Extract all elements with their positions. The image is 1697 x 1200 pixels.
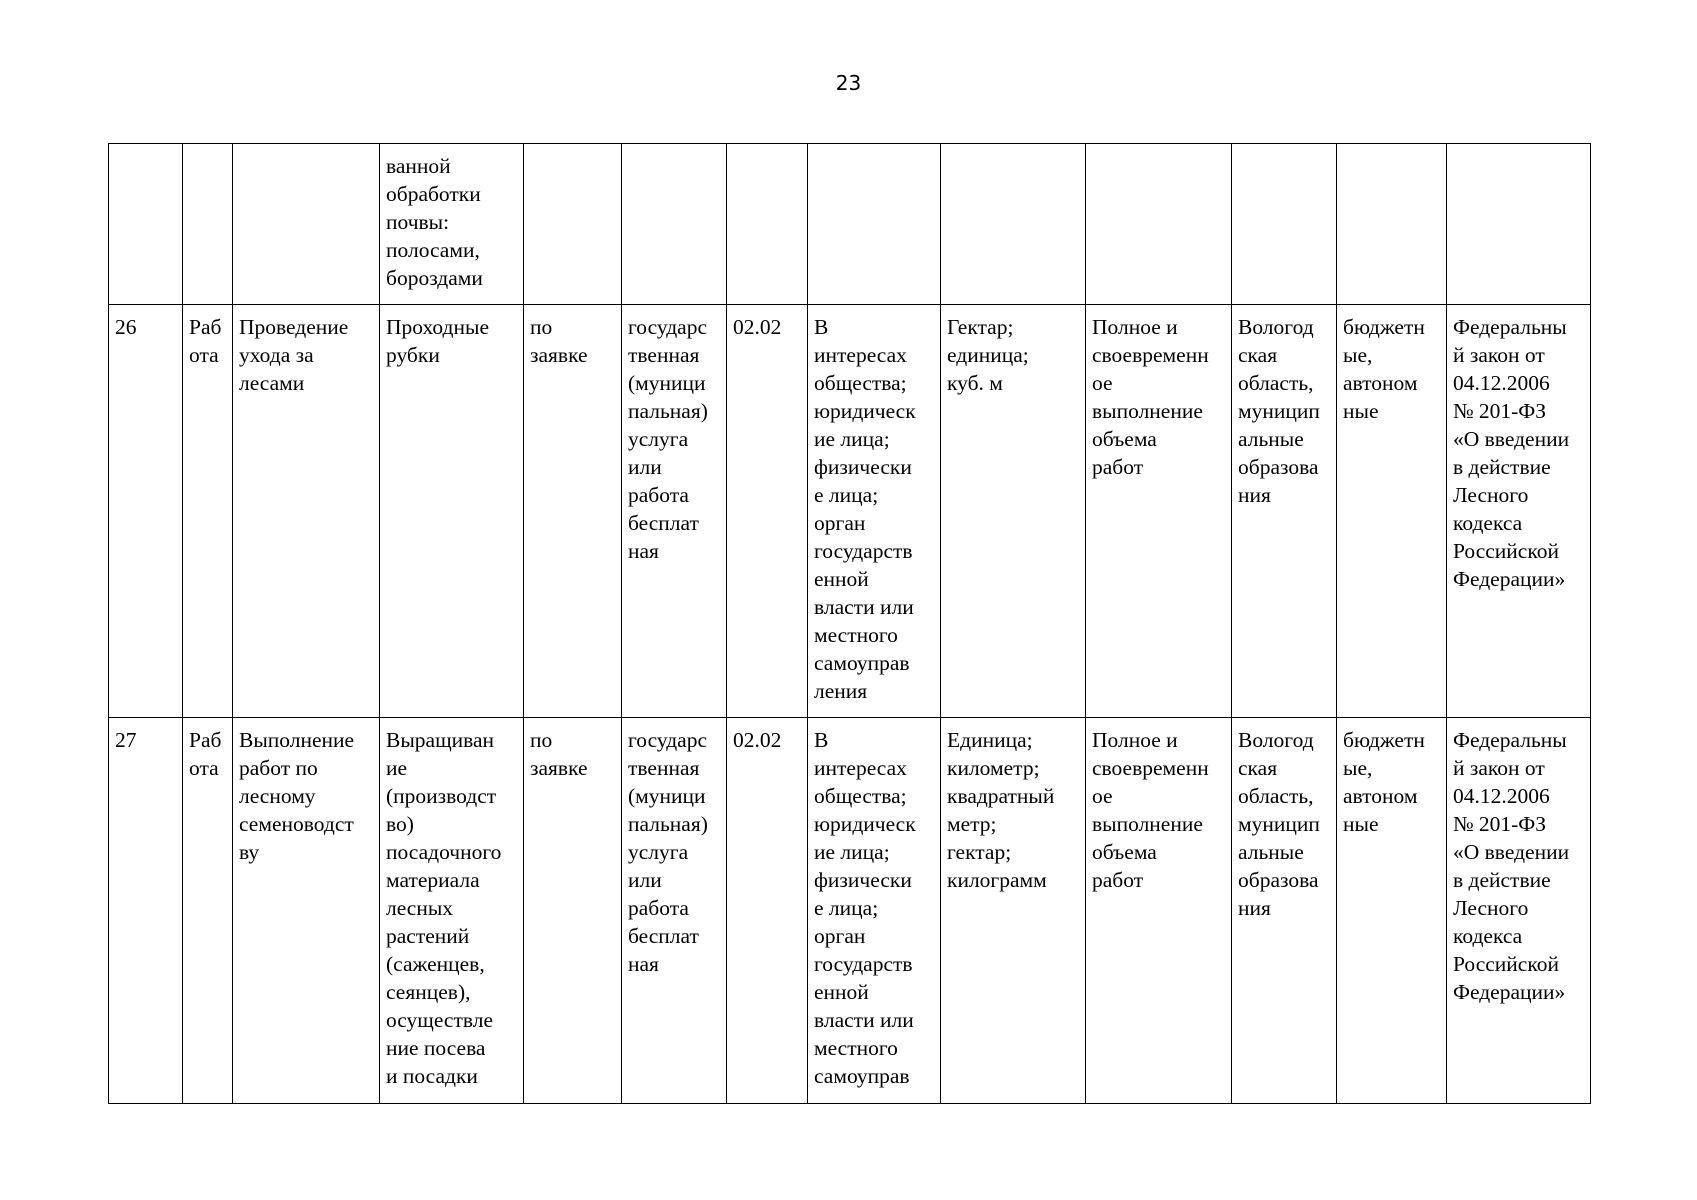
cell-service-kind: государс твенная (муници пальная) услуга или работа бесплат ная: [622, 305, 727, 718]
cell-quality: [1086, 144, 1232, 305]
cell-type: [183, 144, 233, 305]
cell-basis: по заявке: [524, 718, 622, 1104]
table-row-26: [109, 305, 1591, 718]
cell-institutions: бюджетн ые, автоном ные: [1337, 305, 1447, 718]
cell-service-name: ванной обработки почвы: полосами, бороздами: [380, 144, 524, 305]
cell-code: 02.02: [727, 718, 808, 1104]
cell-code: [727, 144, 808, 305]
cell-service-name: Проходные рубки: [380, 305, 524, 718]
cell-code: 02.02: [727, 305, 808, 718]
cell-quality: Полное и своевременн ое выполнение объема работ: [1086, 718, 1232, 1104]
cell-type: Раб ота: [183, 718, 233, 1104]
cell-consumers: [808, 144, 941, 305]
cell-basis: [524, 144, 622, 305]
cell-units: Единица; километр; квадратный метр; гектар; килограмм: [941, 718, 1086, 1104]
cell-units: Гектар; единица; куб. м: [941, 305, 1086, 718]
cell-region: Вологод ская область, муницип альные образова ния: [1232, 718, 1337, 1104]
cell-number: [109, 144, 183, 305]
cell-region: Вологод ская область, муницип альные образова ния: [1232, 305, 1337, 718]
cell-activity: Проведение ухода за лесами: [233, 305, 380, 718]
cell-activity: Выполнение работ по лесному семеноводст ву: [233, 718, 380, 1104]
cell-activity: [233, 144, 380, 305]
cell-institutions: [1337, 144, 1447, 305]
cell-quality: Полное и своевременн ое выполнение объема работ: [1086, 305, 1232, 718]
cell-basis: по заявке: [524, 305, 622, 718]
cell-type: Раб ота: [183, 305, 233, 718]
cell-law: [1447, 144, 1591, 305]
cell-law: Федеральны й закон от 04.12.2006 № 201-ФЗ «О введении в действие Лесного кодекса Российской Федерации»: [1447, 305, 1591, 718]
cell-law: Федеральны й закон от 04.12.2006 № 201-ФЗ «О введении в действие Лесного кодекса Российской Федерации»: [1447, 718, 1591, 1104]
cell-number: 27: [109, 718, 183, 1104]
cell-institutions: бюджетн ые, автоном ные: [1337, 718, 1447, 1104]
services-table: [108, 143, 1591, 1104]
cell-consumers: В интересах общества; юридическ ие лица; физически е лица; орган государств енной власти или местного самоуправ ления: [808, 305, 941, 718]
table-row-27: [109, 718, 1591, 1104]
cell-consumers: В интересах общества; юридическ ие лица; физически е лица; орган государств енной власти или местного самоуправ: [808, 718, 941, 1104]
cell-service-name: Выращиван ие (производст во) посадочного материала лесных растений (саженцев, сеянцев), осуществле ние посева и посадки: [380, 718, 524, 1104]
cell-service-kind: [622, 144, 727, 305]
cell-number: 26: [109, 305, 183, 718]
cell-service-kind: государс твенная (муници пальная) услуга или работа бесплат ная: [622, 718, 727, 1104]
cell-region: [1232, 144, 1337, 305]
cell-units: [941, 144, 1086, 305]
table-row-continuation: [109, 144, 1591, 305]
page-number: 23: [835, 71, 862, 95]
